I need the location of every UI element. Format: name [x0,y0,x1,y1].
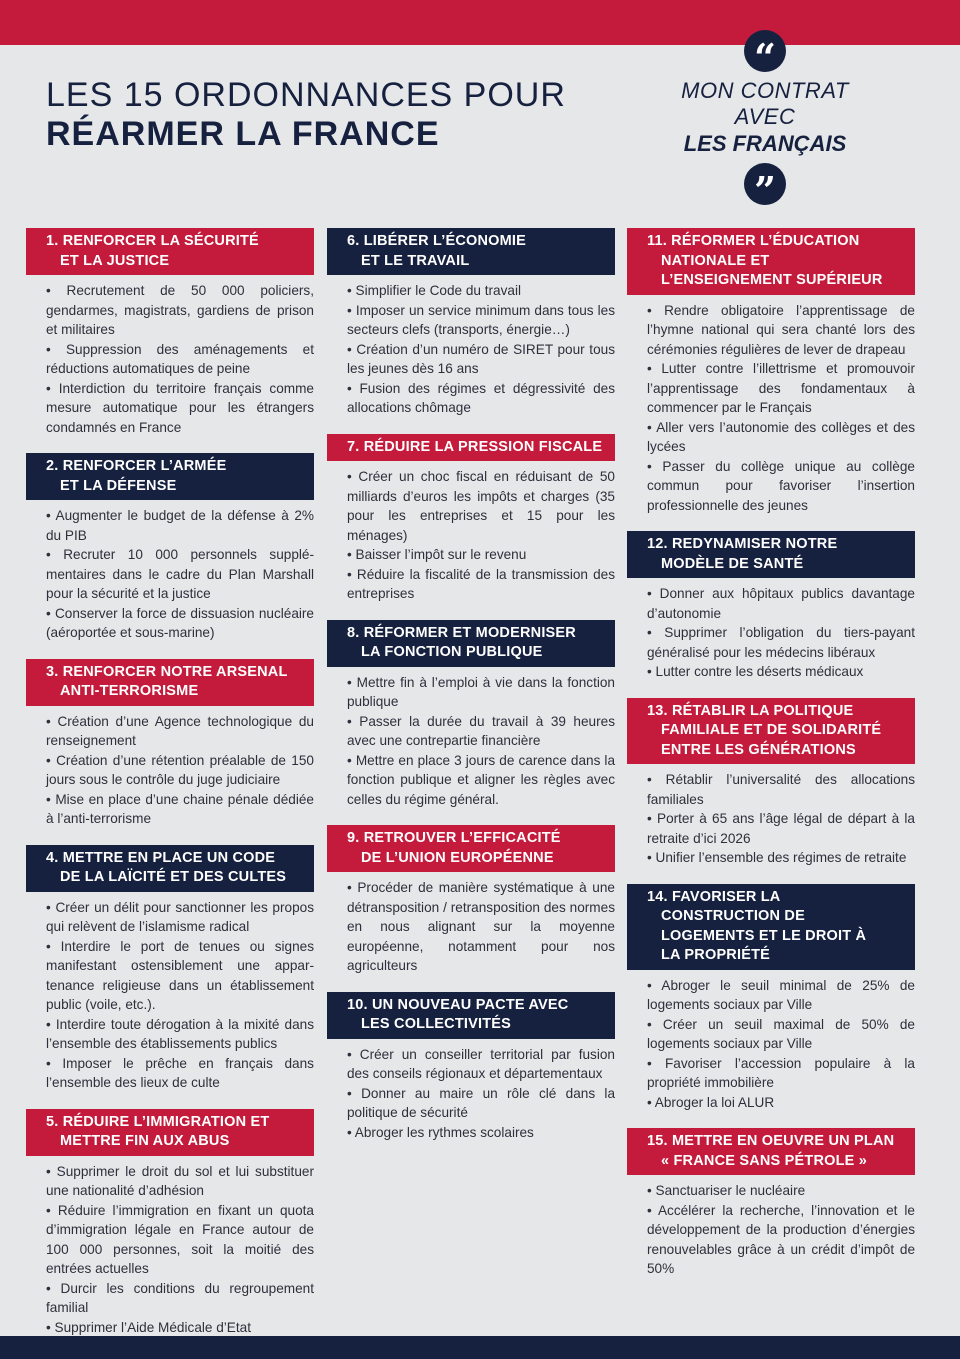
section-heading [26,228,314,275]
contract-block [660,30,870,205]
list-item: • Interdire le port de tenues ou signes manifestant ostensiblement une appar-tenance religieuse dans un établissement public (voile, etc.). [46,937,314,1015]
section-heading [627,1128,915,1175]
list-item: • Favoriser l’accession populaire à la propriété immobilière [647,1054,915,1093]
section-15 [627,1128,915,1279]
section-heading [327,228,615,275]
section-7 [327,434,615,604]
list-item: • Lutter contre l’illettrisme et promouvoir l’apprentissage des fondamentaux à commencer par le Français [647,359,915,418]
section-heading [627,531,915,578]
list-item: • Créer un conseiller territorial par fusion des conseils régionaux et départementaux [347,1045,615,1084]
section-heading [26,453,314,500]
list-item: • Imposer le prêche en français dans l’ensemble des lieux de culte [46,1054,314,1093]
section-heading [327,825,615,872]
heading-line: 9. RETROUVER L’EFFICACITÉ [347,830,561,846]
section-3 [26,659,314,829]
heading-line: DE L’UNION EUROPÉENNE [361,849,554,866]
section-8 [327,620,615,810]
item-list [627,976,915,1113]
open-quote-icon: “ [744,30,786,72]
heading-line: 2. RENFORCER L’ARMÉE [46,458,227,474]
contract-line-3: LES FRANÇAIS [683,130,847,156]
contract-line-1: MON CONTRAT [681,78,849,103]
list-item: • Recrutement de 50 000 policiers, gendarmes, magistrats, gardiens de prison et militaires [46,281,314,340]
column-3 [627,228,915,1295]
list-item: • Imposer un service minimum dans tous les secteurs clefs (transports, énergie…) [347,301,615,340]
heading-line: ET LA JUSTICE [60,252,170,269]
list-item: • Abroger les rythmes scolaires [347,1123,615,1143]
section-5 [26,1109,314,1338]
heading-line: « FRANCE SANS PÉTROLE » [661,1152,868,1169]
list-item: • Abroger la loi ALUR [647,1093,915,1113]
list-item: • Supprimer l’Aide Médicale d’Etat [46,1318,314,1338]
list-item: • Création d’un numéro de SIRET pour tous les jeunes dès 16 ans [347,340,615,379]
list-item: • Augmenter le budget de la défense à 2% du PIB [46,506,314,545]
heading-line: ENTRE LES GÉNÉRATIONS [661,741,856,758]
item-list [26,281,314,437]
heading-line: 14. FAVORISER LA [647,888,781,905]
list-item: • Porter à 65 ans l’âge légal de départ à la retraite d’ici 2026 [647,809,915,848]
section-2 [26,453,314,643]
bottom-color-band [0,1336,960,1359]
list-item: • Créer un seuil maximal de 50% de logements sociaux par Ville [647,1015,915,1054]
item-list [26,712,314,829]
section-4 [26,845,314,1093]
list-item: • Mettre en place 3 jours de carence dans la fonction publique et aligner les règles avec celles du régime général. [347,751,615,810]
heading-line: LA PROPRIÉTÉ [661,947,771,963]
list-item: • Créer un choc fiscal en réduisant de 50 milliards d’euros les impôts et charges (35 pour les entreprises et 15 pour les ménages) [347,467,615,545]
item-list [627,301,915,516]
list-item: • Création d’une rétention préalable de 150 jours sous le contrôle du juge judiciaire [46,751,314,790]
heading-line: 10. UN NOUVEAU PACTE AVEC [347,996,569,1013]
list-item: • Réduire la fiscalité de la transmission des entreprises [347,565,615,604]
heading-line: 15. METTRE EN OEUVRE UN PLAN [647,1133,895,1149]
list-item: • Aller vers l’autonomie des collèges et des lycées [647,418,915,457]
list-item: • Accélérer la recherche, l’innovation et le développement de la production d’énergies renouvelables grâce à un crédit d’impôt de 50% [647,1201,915,1279]
section-6 [327,228,615,418]
list-item: • Donner aux hôpitaux publics davantage d’autonomie [647,584,915,623]
heading-line: 11. RÉFORMER L’ÉDUCATION [647,233,860,249]
section-14 [627,884,915,1113]
section-13 [627,698,915,868]
heading-line: LES COLLECTIVITÉS [361,1016,512,1032]
heading-line: NATIONALE ET [661,252,770,269]
contract-line-2: AVEC [734,104,796,130]
section-12 [627,531,915,682]
heading-line: METTRE FIN AUX ABUS [60,1133,230,1149]
column-1 [26,228,314,1353]
item-list [26,506,314,643]
heading-line: MODÈLE DE SANTÉ [661,555,804,572]
section-heading [327,620,615,667]
heading-line: L’ENSEIGNEMENT SUPÉRIEUR [661,272,883,288]
list-item: • Abroger le seuil minimal de 25% de logements sociaux par Ville [647,976,915,1015]
list-item: • Lutter contre les déserts médicaux [647,662,915,682]
heading-line: 4. METTRE EN PLACE UN CODE [46,849,276,866]
heading-line: 12. REDYNAMISER NOTRE [647,536,838,552]
list-item: • Supprimer l’obligation du tiers-payant généralisé pour les médecins libéraux [647,623,915,662]
title-line-1: LES 15 ORDONNANCES POUR [46,76,566,114]
title-line-2: RÉARMER LA FRANCE [46,115,440,154]
section-heading [327,434,615,462]
section-heading [327,992,615,1039]
heading-line: LOGEMENTS ET LE DROIT À [661,927,867,944]
heading-line: 7. RÉDUIRE LA PRESSION FISCALE [347,438,603,455]
list-item: • Durcir les conditions du regroupement familial [46,1279,314,1318]
heading-line: 3. RENFORCER NOTRE ARSENAL [46,663,288,680]
list-item: • Mettre fin à l’emploi à vie dans la fonction publique [347,673,615,712]
heading-line: FAMILIALE ET DE SOLIDARITÉ [661,722,882,738]
section-11 [627,228,915,515]
list-item: • Interdire toute dérogation à la mixité dans l’ensemble des établissements publics [46,1015,314,1054]
list-item: • Conserver la force de dissuasion nucléaire (aéroportée et sous-marine) [46,604,314,643]
heading-line: ET LE TRAVAIL [361,252,470,269]
item-list [327,467,615,604]
list-item: • Création d’une Agence technologique du renseignement [46,712,314,751]
list-item: • Sanctuariser le nucléaire [647,1181,915,1201]
list-item: • Fusion des régimes et dégressivité des allocations chômage [347,379,615,418]
item-list [327,673,615,810]
section-heading [627,698,915,765]
section-10 [327,992,615,1143]
item-list [627,584,915,682]
item-list [327,878,615,976]
section-heading [26,845,314,892]
close-quote-icon: ” [744,163,786,205]
heading-line: 6. LIBÉRER L’ÉCONOMIE [347,233,527,249]
heading-line: CONSTRUCTION DE [661,908,805,924]
list-item: • Supprimer le droit du sol et lui substituer une nationalité d’adhésion [46,1162,314,1201]
heading-line: DE LA LAÏCITÉ ET DES CULTES [60,869,287,885]
list-item: • Donner au maire un rôle clé dans la politique de sécurité [347,1084,615,1123]
list-item: • Créer un délit pour sanctionner les propos qui relèvent de l’islamisme radical [46,898,314,937]
list-item: • Unifier l’ensemble des régimes de retraite [647,848,915,868]
column-2 [327,228,615,1158]
list-item: • Réduire l’immigration en fixant un quota d’immigration légale en France autour de 100 000 personnes, soit la moitié des entrées actuelles [46,1201,314,1279]
heading-line: LA FONCTION PUBLIQUE [361,644,543,660]
item-list [26,1162,314,1338]
list-item: • Passer du collège unique au collège commun pour favoriser l’insertion professionnelle des jeunes [647,457,915,516]
list-item: • Rendre obligatoire l’apprentissage de l’hymne national qui sera chanté lors des cérémonies régulières de lever de drapeau [647,301,915,360]
item-list [327,281,615,418]
section-heading [627,884,915,970]
list-item: • Suppression des aménagements et réductions automatiques de peine [46,340,314,379]
list-item: • Procéder de manière systématique à une détransposition / retransposition des normes en nous alignant sur la moyenne européenne, notamment pour nos agriculteurs [347,878,615,976]
heading-line: ET LA DÉFENSE [60,477,177,494]
item-list [327,1045,615,1143]
section-heading [26,1109,314,1156]
section-heading [627,228,915,295]
heading-line: 13. RÉTABLIR LA POLITIQUE [647,702,854,719]
list-item: • Simplifier le Code du travail [347,281,615,301]
heading-line: 5. RÉDUIRE L’IMMIGRATION ET [46,1113,270,1130]
item-list [26,898,314,1093]
list-item: • Baisser l’impôt sur le revenu [347,545,615,565]
section-heading [26,659,314,706]
list-item: • Passer la durée du travail à 39 heures avec une contrepartie financière [347,712,615,751]
heading-line: 1. RENFORCER LA SÉCURITÉ [46,233,259,249]
item-list [627,770,915,868]
page-title [46,76,566,154]
list-item: • Recruter 10 000 personnels supplé-mentaires dans le cadre du Plan Marshall pour la sécurité et la justice [46,545,314,604]
section-9 [327,825,615,976]
item-list [627,1181,915,1279]
heading-line: 8. RÉFORMER ET MODERNISER [347,624,576,641]
section-1 [26,228,314,437]
list-item: • Rétablir l’universalité des allocations familiales [647,770,915,809]
list-item: • Interdiction du territoire français comme mesure automatique pour les étrangers condamnés en France [46,379,314,438]
list-item: • Mise en place d’une chaine pénale dédiée à l’anti-terrorisme [46,790,314,829]
heading-line: ANTI-TERRORISME [60,683,199,699]
